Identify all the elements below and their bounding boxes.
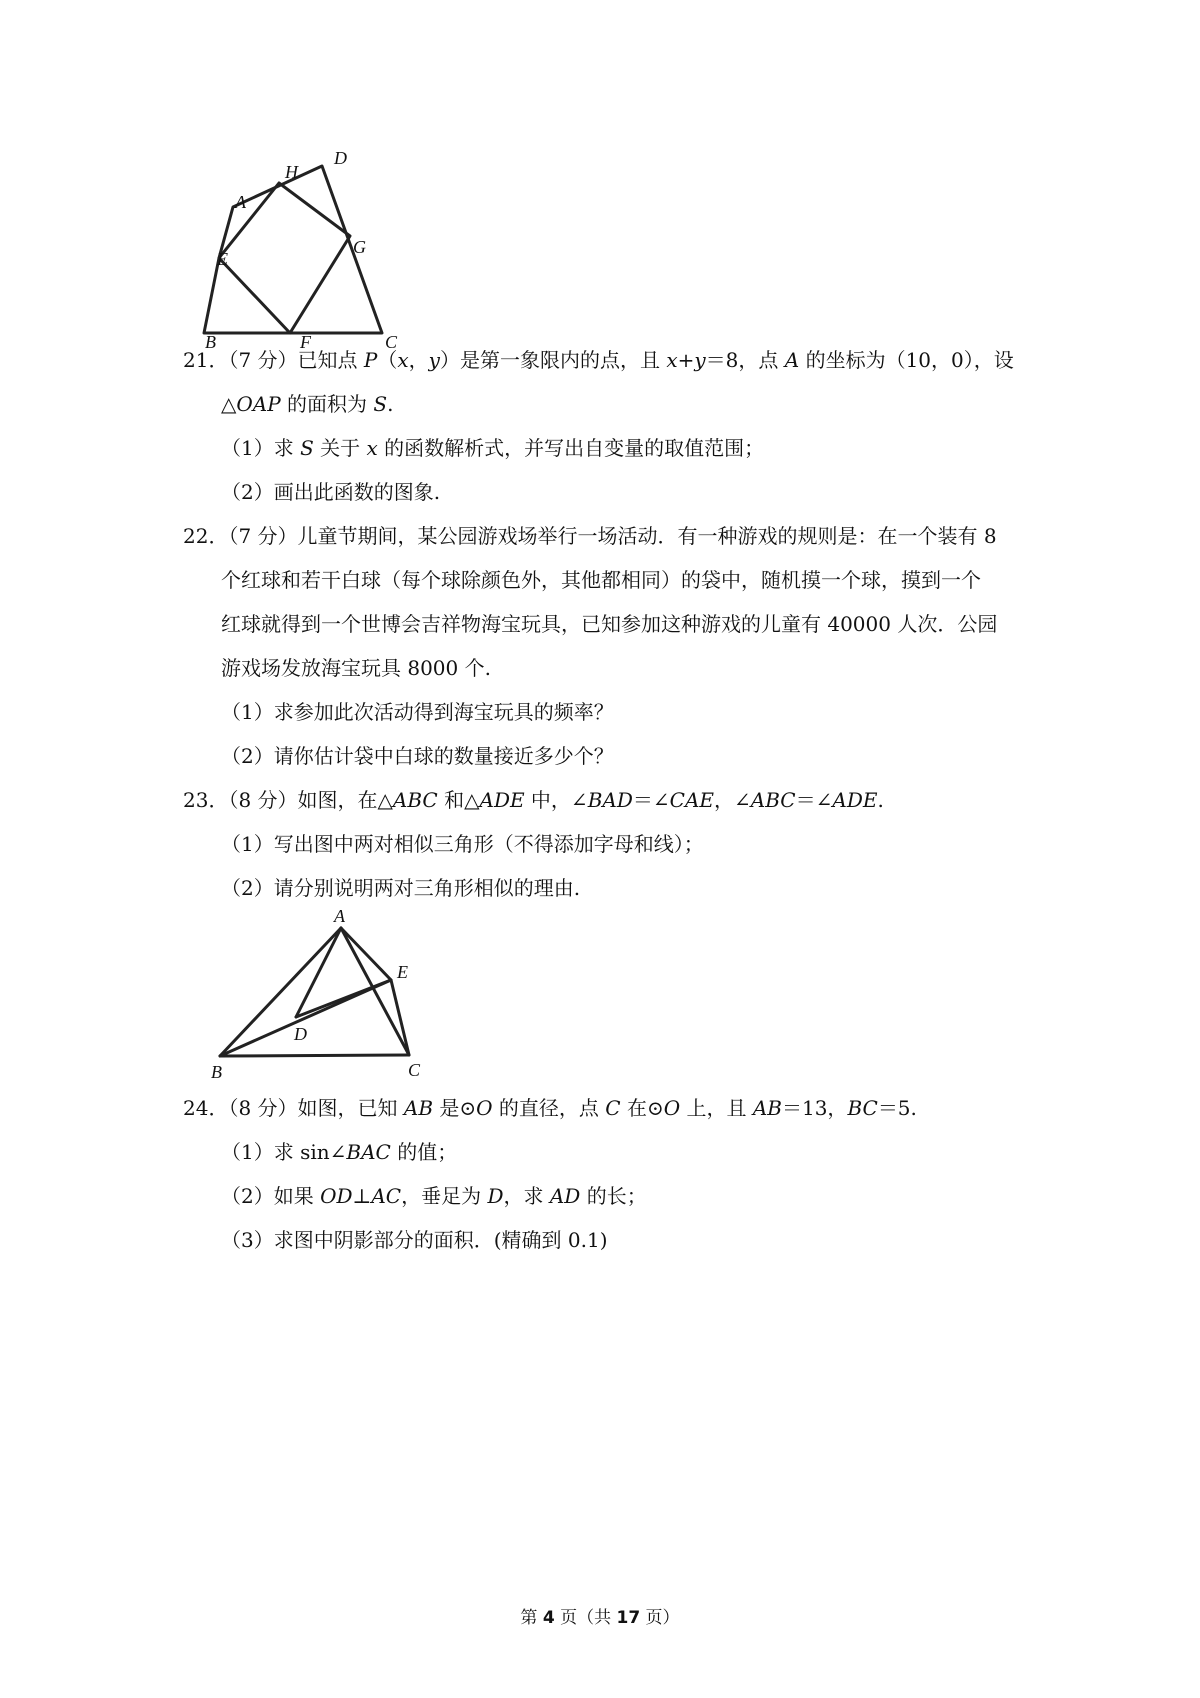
segment-ec — [391, 980, 409, 1055]
q22-line-2: 个红球和若干白球（每个球除颜色外，其他都相同）的袋中，随机摸一个球，摸到一个 — [221, 568, 981, 592]
page-footer: 第 4 页（共 17 页） — [520, 1608, 680, 1628]
q23-sub-1: （1）写出图中两对相似三角形（不得添加字母和线）； — [221, 832, 704, 856]
q23-sub-2: （2）请分别说明两对三角形相似的理由. — [221, 876, 581, 900]
label-g: G — [353, 237, 366, 257]
figure-quadrilateral — [0, 0, 1200, 380]
label-c: C — [385, 332, 398, 352]
segment-bc — [220, 1055, 409, 1056]
label-b: B — [205, 332, 216, 352]
q21-sub-2: （2）画出此函数的图象. — [221, 480, 441, 504]
q21-sub-1: （1）求 S 关于 x 的函数解析式，并写出自变量的取值范围； — [221, 436, 765, 460]
q24-sub-2: （2）如果 OD⊥AC，垂足为 D，求 AD 的长； — [221, 1184, 647, 1208]
label-h: H — [285, 162, 298, 182]
q23-line-1: 23．（8 分）如图，在△ABC 和△ADE 中，∠BAD＝∠CAE，∠ABC＝∠ADE. — [183, 788, 884, 812]
q22-line-1: 22．（7 分）儿童节期间，某公园游戏场举行一场活动．有一种游戏的规则是：在一个装有 8 — [183, 524, 997, 548]
segment-ab — [220, 928, 341, 1056]
label-f: F — [300, 332, 311, 352]
q24-sub-1: （1）求 sin∠BAC 的值； — [221, 1140, 458, 1164]
q22-sub-1: （1）求参加此次活动得到海宝玩具的频率？ — [221, 700, 614, 724]
label-c: C — [408, 1060, 421, 1080]
q22-sub-2: （2）请你估计袋中白球的数量接近多少个？ — [221, 744, 614, 768]
segment-be — [220, 980, 391, 1056]
label-e: E — [397, 962, 408, 982]
q24-sub-3: （3）求图中阴影部分的面积．(精确到 0.1) — [221, 1228, 608, 1252]
figure-triangles — [0, 880, 1200, 1100]
label-a: A — [235, 192, 246, 212]
label-a: A — [334, 906, 345, 926]
label-d: D — [294, 1024, 307, 1044]
label-d: D — [334, 148, 347, 168]
current-page-number: 4 — [542, 1608, 555, 1628]
label-e: E — [217, 249, 228, 269]
q22-line-4: 游戏场发放海宝玩具 8000 个. — [221, 656, 491, 680]
q24-line-1: 24．（8 分）如图，已知 AB 是⊙O 的直径，点 C 在⊙O 上，且 AB＝13，BC＝5. — [183, 1096, 917, 1120]
q21-line-1: 21．（7 分）已知点 P（x，y）是第一象限内的点，且 x+y＝8，点 A 的坐标为（10，0），设 — [183, 348, 1014, 372]
q21-line-2: △OAP 的面积为 S. — [221, 392, 394, 416]
q22-line-3: 红球就得到一个世博会吉祥物海宝玩具，已知参加这种游戏的儿童有 40000 人次．公园 — [221, 612, 998, 636]
label-b: B — [211, 1062, 222, 1082]
segment-ac — [341, 928, 409, 1055]
total-page-count: 17 — [616, 1608, 641, 1628]
